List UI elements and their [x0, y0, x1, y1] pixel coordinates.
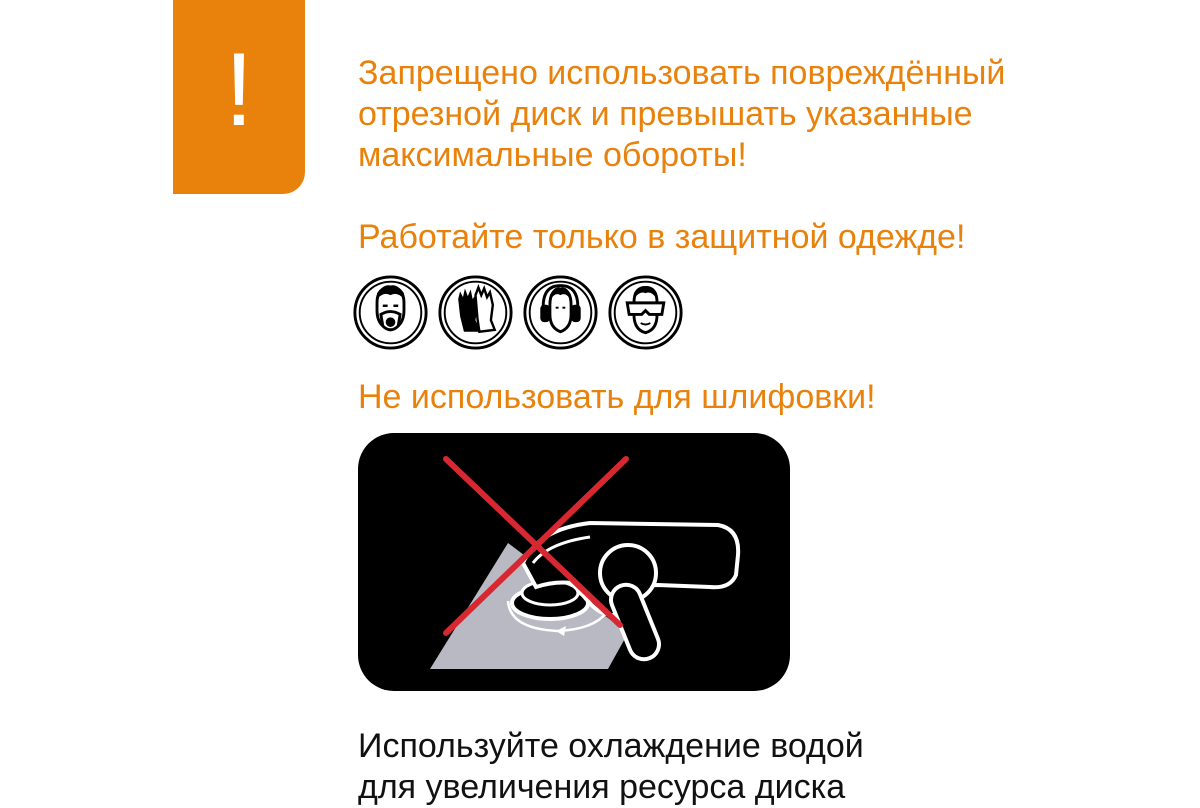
cooling-line: для увеличения ресурса диска	[358, 768, 846, 806]
ear-protection-icon	[522, 274, 599, 351]
ppe-icons-row	[352, 274, 684, 351]
cooling-line: Используйте охлаждение водой	[358, 727, 864, 765]
warning-badge	[173, 0, 305, 194]
safety-goggles-icon	[607, 274, 684, 351]
warning-line: Запрещено использовать повреждённый	[358, 54, 1006, 92]
no-grinding-note: Не использовать для шлифовки!	[358, 378, 876, 416]
no-grinding-icon	[358, 433, 790, 691]
protective-gloves-icon	[437, 274, 514, 351]
water-cooling-note	[358, 726, 864, 808]
protective-clothing-note: Работайте только в защитной одежде!	[358, 218, 966, 256]
warning-line: отрезной диск и превышать указанные	[358, 95, 973, 133]
damaged-disc-warning	[358, 53, 1078, 176]
respirator-mask-icon	[352, 274, 429, 351]
exclamation-icon: !	[224, 32, 254, 148]
warning-line: максимальные обороты!	[358, 136, 747, 174]
